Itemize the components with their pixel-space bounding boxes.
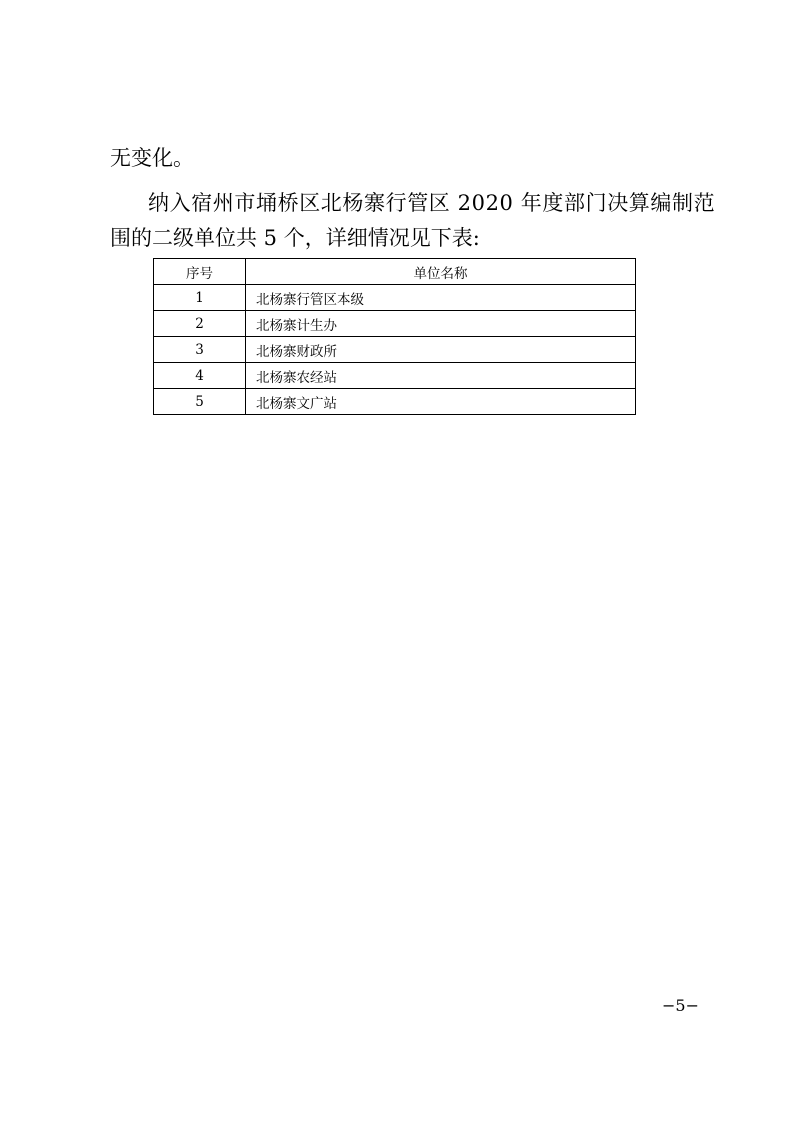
table-row xyxy=(154,337,636,363)
row-seq: 1 xyxy=(154,285,246,311)
paragraph-scope-line2: 围的二级单位共 5 个，详细情况见下表: xyxy=(110,226,480,250)
row-seq: 2 xyxy=(154,311,246,337)
table-row xyxy=(154,311,636,337)
table-header-row xyxy=(154,259,636,285)
row-seq: 3 xyxy=(154,337,246,363)
header-unit-name: 单位名称 xyxy=(246,259,636,285)
row-unit-name: 北杨寨文广站 xyxy=(246,389,636,415)
table-row xyxy=(154,389,636,415)
header-seq: 序号 xyxy=(154,259,246,285)
units-table xyxy=(153,258,636,415)
row-unit-name: 北杨寨农经站 xyxy=(246,363,636,389)
paragraph-scope-line1: 纳入宿州市埇桥区北杨寨行管区 2020 年度部门决算编制范 xyxy=(148,191,716,215)
table-row xyxy=(154,363,636,389)
row-unit-name: 北杨寨计生办 xyxy=(246,311,636,337)
table-row xyxy=(154,285,636,311)
row-unit-name: 北杨寨行管区本级 xyxy=(246,285,636,311)
row-unit-name: 北杨寨财政所 xyxy=(246,337,636,363)
row-seq: 4 xyxy=(154,363,246,389)
page-number: −5− xyxy=(662,996,699,1015)
row-seq: 5 xyxy=(154,389,246,415)
paragraph-continuation: 无变化。 xyxy=(110,146,194,170)
